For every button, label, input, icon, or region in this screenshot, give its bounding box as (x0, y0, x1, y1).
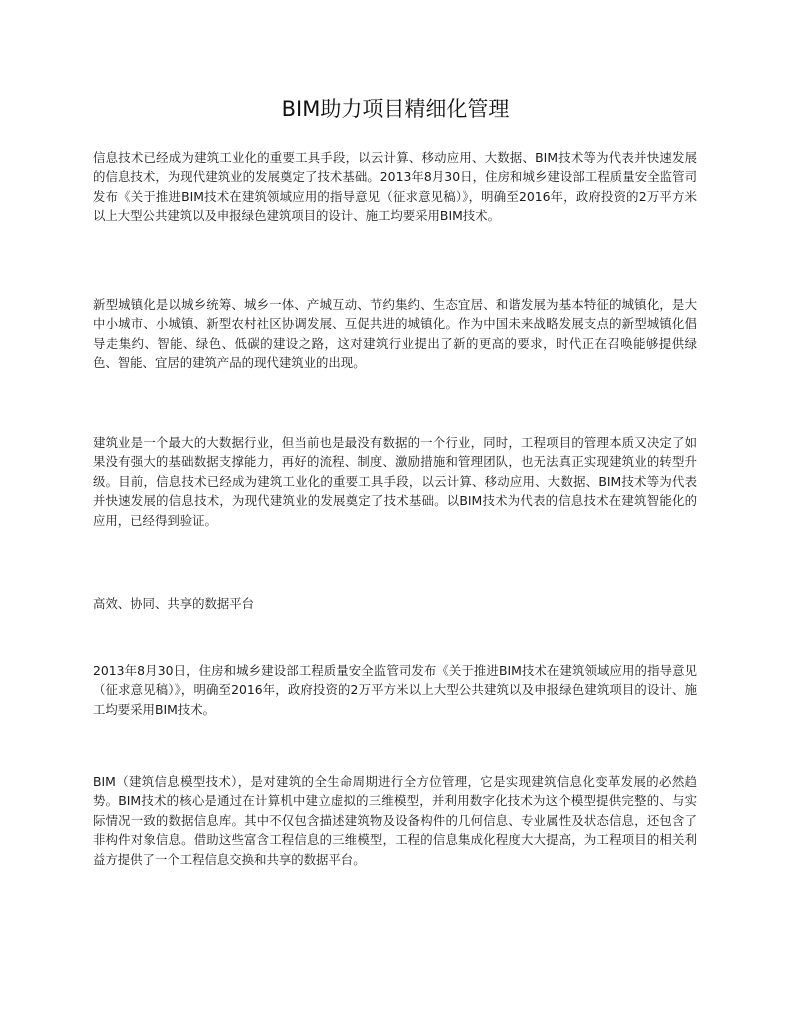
paragraph-urbanization: 新型城镇化是以城乡统筹、城乡一体、产城互动、节约集约、生态宜居、和谐发展为基本特征的城镇化，是大中小城市、小城镇、新型农村社区协调发展、互促共进的城镇化。作为中国未来战略发展支点的新型城镇化倡导走集约、智能、绿色、低碳的建设之路，这对建筑行业提出了新的更高的要求，时代正在召唤能够提供绿色、智能、宜居的建筑产品的现代建筑业的出现。 (93, 297, 697, 371)
section-heading-data-platform: 高效、协同、共享的数据平台 (93, 596, 255, 611)
paragraph-big-data: 建筑业是一个最大的大数据行业，但当前也是最没有数据的一个行业，同时，工程项目的管理本质又决定了如果没有强大的基础数据支撑能力，再好的流程、制度、激励措施和管理团队，也无法真正实现建筑业的转型升级。目前，信息技术已经成为建筑工业化的重要工具手段，以云计算、移动应用、大数据、BIM技术等为代表并快速发展的信息技术，为现代建筑业的发展奠定了技术基础。以BIM技术为代表的信息技术在建筑智能化的应用，已经得到验证。 (93, 435, 697, 528)
paragraph-intro: 信息技术已经成为建筑工业化的重要工具手段，以云计算、移动应用、大数据、BIM技术等为代表并快速发展的信息技术，为现代建筑业的发展奠定了技术基础。2013年8月30日，住房和城乡建设部工程质量安全监管司发布《关于推进BIM技术在建筑领域应用的指导意见（征求意见稿）》，明确至2016年，政府投资的2万平方米以上大型公共建筑以及申报绿色建筑项目的设计、施工均要采用BIM技术。 (93, 150, 697, 224)
paragraph-bim-definition: BIM（建筑信息模型技术），是对建筑的全生命周期进行全方位管理，它是实现建筑信息化变革发展的必然趋势。BIM技术的核心是通过在计算机中建立虚拟的三维模型，并利用数字化技术为这个模型提供完整的、与实际情况一致的数据信息库。其中不仅包含描述建筑物及设备构件的几何信息、专业属性及状态信息，还包含了非构件对象信息。借助这些富含工程信息的三维模型，工程的信息集成化程度大大提高，为工程项目的相关利益方提供了一个工程信息交换和共享的数据平台。 (93, 774, 697, 867)
paragraph-policy: 2013年8月30日，住房和城乡建设部工程质量安全监管司发布《关于推进BIM技术在建筑领域应用的指导意见（征求意见稿）》，明确至2016年，政府投资的2万平方米以上大型公共建筑以及申报绿色建筑项目的设计、施工均要采用BIM技术。 (93, 663, 697, 717)
document-title: BIM助力项目精细化管理 (281, 97, 510, 121)
